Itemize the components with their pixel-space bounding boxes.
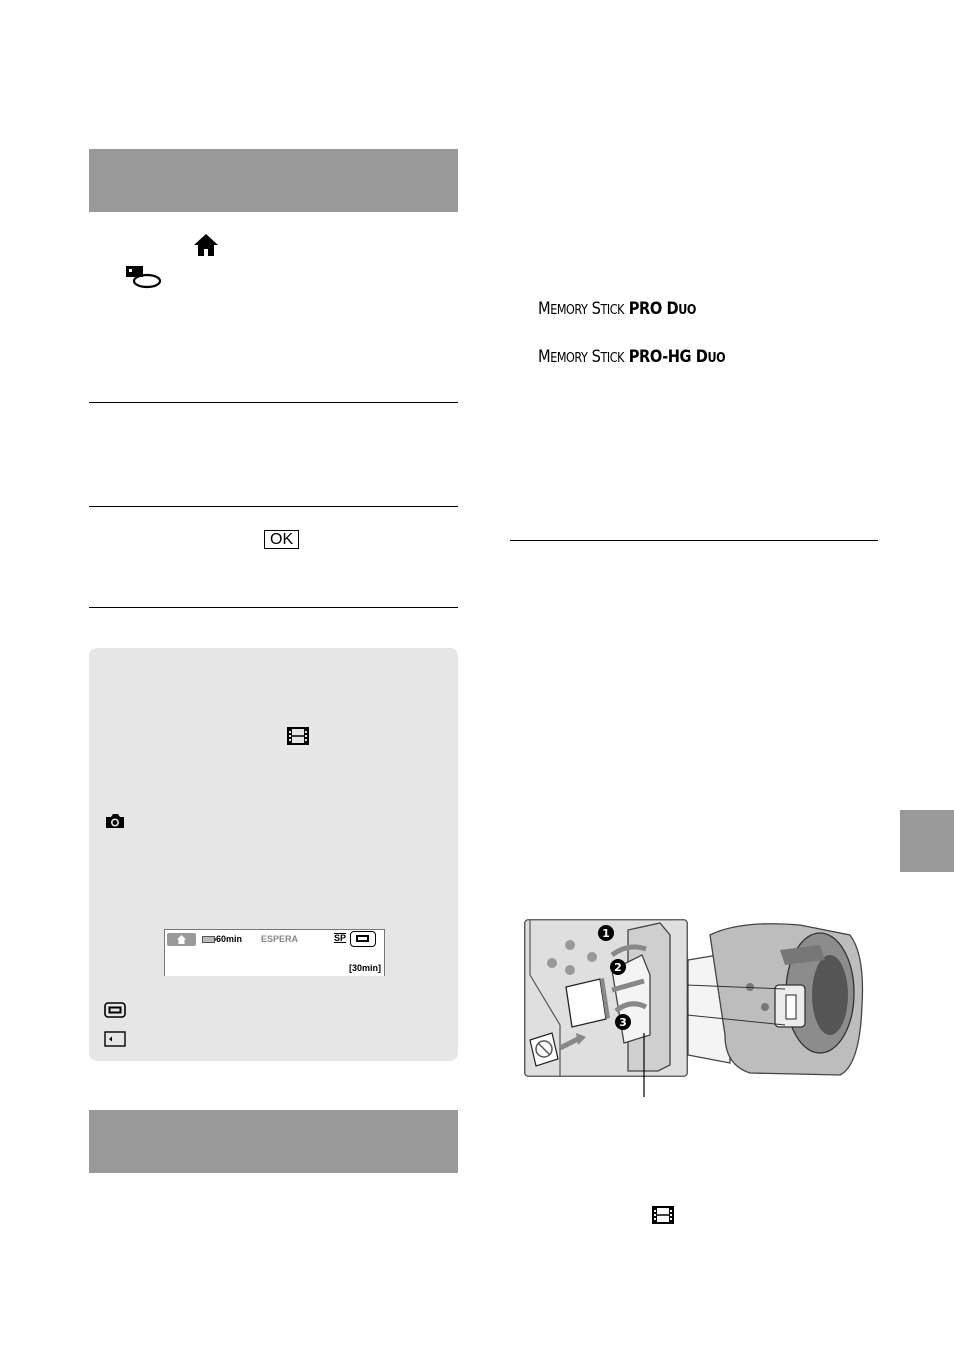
step-divider-1 (89, 402, 458, 403)
memory-stick-pro-duo-label (538, 299, 696, 319)
lcd-screen (164, 929, 385, 976)
section-header-top (89, 149, 458, 212)
step-divider-3 (89, 607, 458, 608)
movie-film-icon (652, 1206, 674, 1224)
ms-bold: PRO D (624, 299, 679, 319)
internal-memory-icon (104, 1002, 126, 1018)
ms-small-caps: EMORY (550, 303, 588, 318)
lcd-home-button[interactable] (167, 933, 196, 946)
right-section-divider (510, 540, 878, 541)
svg-text:3: 3 (619, 1016, 627, 1029)
home-icon (193, 233, 219, 257)
ms-regular: M (538, 299, 551, 319)
battery-icon (202, 936, 216, 943)
memory-stick-pro-hg-duo-label (538, 347, 725, 367)
lcd-battery-remaining: 60min (216, 934, 243, 944)
ms-small-caps-3: UO (678, 303, 696, 318)
svg-text:2: 2 (614, 961, 622, 974)
media-settings-icon (124, 264, 162, 290)
lcd-media-button[interactable] (350, 931, 376, 947)
ms-small-caps-2: TICK (600, 351, 625, 366)
step-divider-2 (89, 506, 458, 507)
ok-button[interactable]: OK (264, 530, 299, 549)
ms-regular: M (538, 347, 551, 367)
ms-regular-2: S (587, 299, 601, 319)
camera-icon (104, 812, 126, 830)
ms-small-caps-2: TICK (600, 303, 625, 318)
lcd-status: ESPERA (261, 934, 299, 944)
ms-bold: PRO-HG D (624, 347, 708, 367)
movie-film-icon (287, 727, 309, 745)
svg-text:1: 1 (602, 927, 610, 940)
ms-small-caps: EMORY (550, 351, 588, 366)
note-box (89, 648, 458, 1061)
camcorder-illustration (520, 915, 870, 1100)
ms-regular-2: S (587, 347, 601, 367)
lcd-recording-mode: SP (334, 933, 347, 943)
memory-stick-icon (104, 1031, 126, 1047)
ms-small-caps-3: UO (707, 351, 726, 366)
lcd-remaining-time: [30min] (349, 963, 382, 973)
section-header-bottom (89, 1110, 458, 1173)
chapter-side-tab (900, 810, 954, 872)
